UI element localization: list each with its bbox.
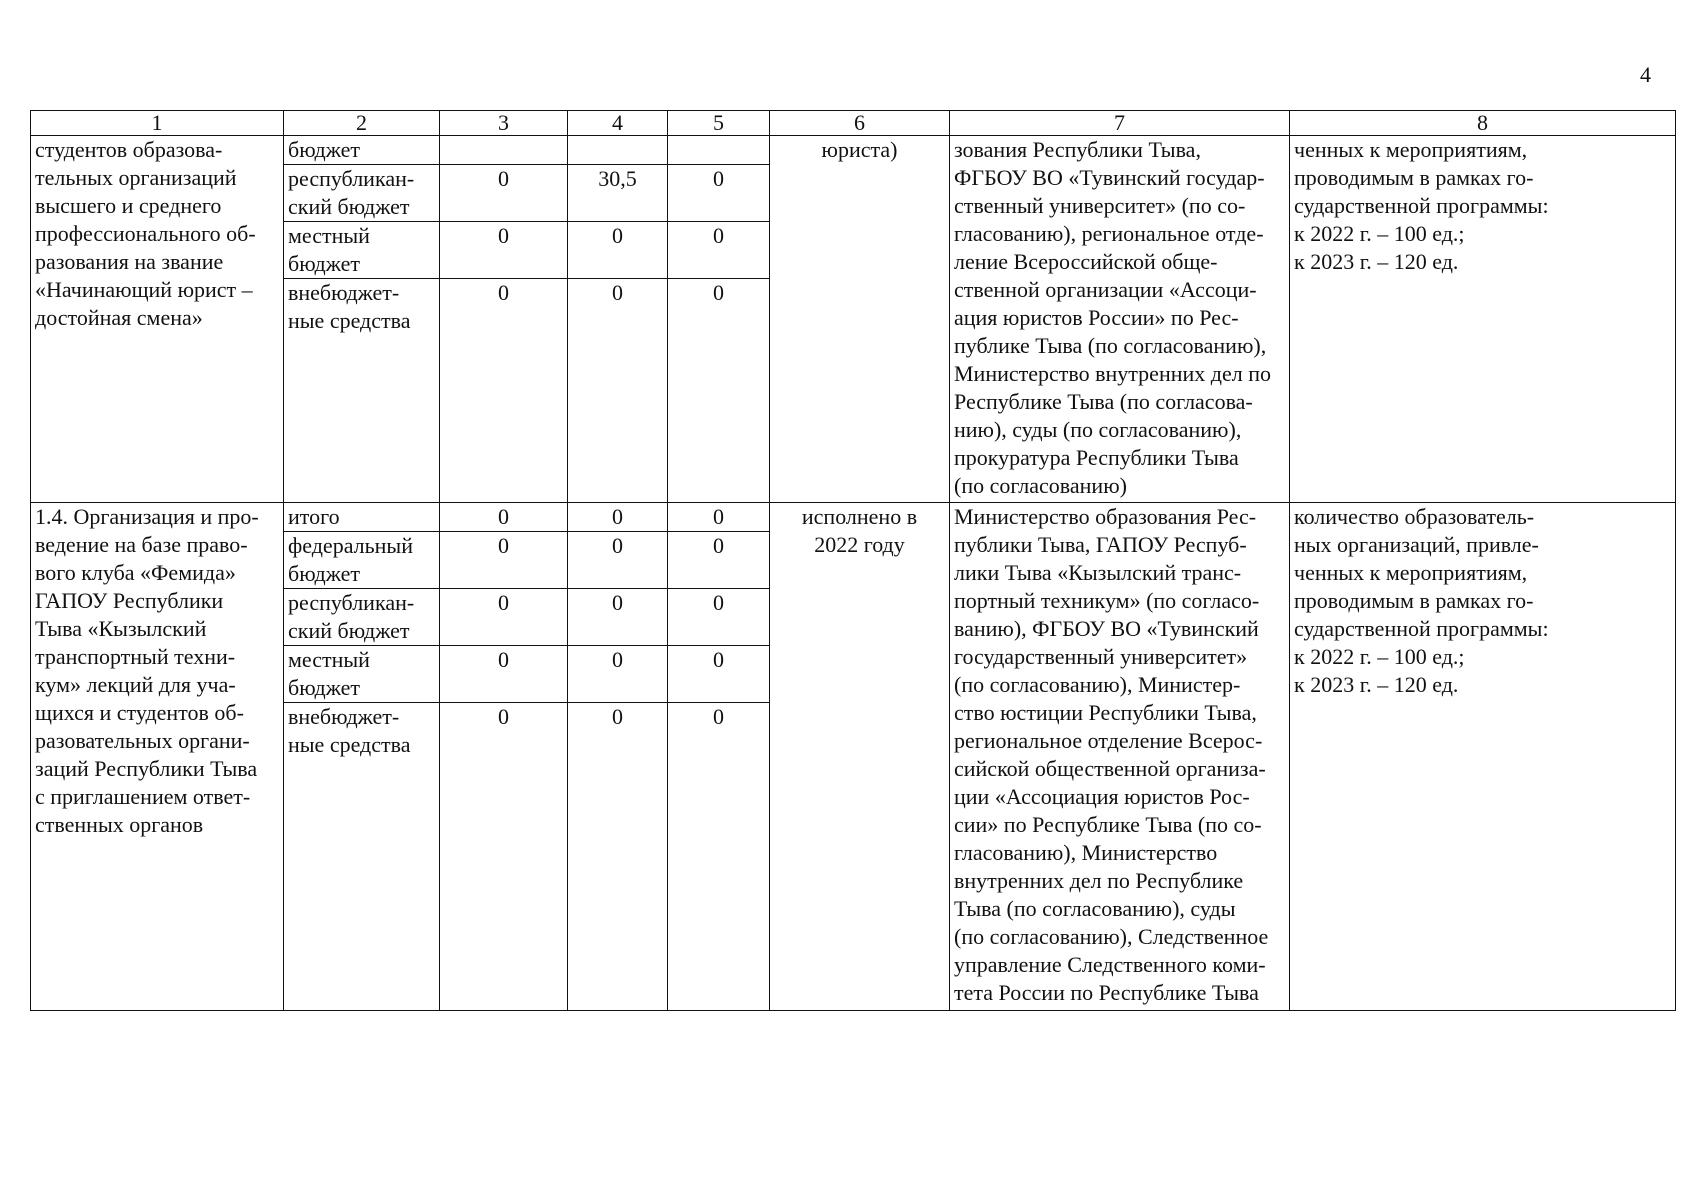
value-col-3: 0: [440, 222, 568, 279]
funding-source: внебюджет- ные средства: [284, 703, 440, 1011]
measure-description: студентов образова- тельных организаций высшего и среднего профессионального об- разования на звание «Начинающий юрист – достойная смена»: [31, 136, 284, 503]
header-col-5: 5: [668, 111, 770, 136]
value-col-3: 0: [440, 589, 568, 646]
value-col-3: 0: [440, 279, 568, 503]
value-col-5: 0: [668, 503, 770, 532]
program-table: [30, 110, 1676, 1011]
header-col-7: 7: [950, 111, 1290, 136]
funding-source: республикан- ский бюджет: [284, 589, 440, 646]
value-col-3: 0: [440, 503, 568, 532]
funding-source: итого: [284, 503, 440, 532]
status-cell: юриста): [770, 136, 950, 503]
expected-results: ченных к мероприятиям, проводимым в рамках го- сударственной программы: к 2022 г. – 100 ед.; к 2023 г. – 120 ед.: [1290, 136, 1676, 503]
funding-source: внебюджет- ные средства: [284, 279, 440, 503]
header-col-2: 2: [284, 111, 440, 136]
value-col-5: 0: [668, 279, 770, 503]
expected-results: количество образователь- ных организаций, привле- ченных к мероприятиям, проводимым в рамках го- сударственной программы: к 2022 г. – 100 ед.; к 2023 г. – 120 ед.: [1290, 503, 1676, 1011]
table-row: [31, 136, 1676, 165]
value-col-4: [568, 136, 668, 165]
value-col-5: 0: [668, 703, 770, 1011]
value-col-4: 0: [568, 222, 668, 279]
funding-source: федеральный бюджет: [284, 532, 440, 589]
measure-description: 1.4. Организация и про- ведение на базе право- вого клуба «Фемида» ГАПОУ Республики Тыва «Кызылский транспортный техни- кум» лекций для уча- щихся и студентов об- разовательных органи- заций Республики Тыва с приглашением ответ- ственных органов: [31, 503, 284, 1011]
funding-source: местный бюджет: [284, 646, 440, 703]
value-col-4: 30,5: [568, 165, 668, 222]
header-col-4: 4: [568, 111, 668, 136]
value-col-5: [668, 136, 770, 165]
value-col-5: 0: [668, 532, 770, 589]
responsible-executors: зования Республики Тыва, ФГБОУ ВО «Тувинский государ- ственный университет» (по со- гласованию), региональное отде- ление Всероссийской обще- ственной организации «Ассоци- ация юристов России» по Рес- публике Тыва (по согласованию), Министерство внутренних дел по Республике Тыва (по согласова- нию), суды (по согласованию), прокуратура Республики Тыва (по согласованию): [950, 136, 1290, 503]
value-col-3: 0: [440, 532, 568, 589]
header-col-6: 6: [770, 111, 950, 136]
value-col-4: 0: [568, 279, 668, 503]
value-col-4: 0: [568, 589, 668, 646]
value-col-4: 0: [568, 503, 668, 532]
table-row: [31, 503, 1676, 532]
header-col-8: 8: [1290, 111, 1676, 136]
value-col-3: 0: [440, 165, 568, 222]
funding-source: местный бюджет: [284, 222, 440, 279]
value-col-4: 0: [568, 646, 668, 703]
funding-source: республикан- ский бюджет: [284, 165, 440, 222]
responsible-executors: Министерство образования Рес- публики Тыва, ГАПОУ Респуб- лики Тыва «Кызылский транс- портный техникум» (по согласо- ванию), ФГБОУ ВО «Тувинский государственный университет» (по согласованию), Министер- ство юстиции Республики Тыва, региональное отделение Всерос- сийской общественной организа- ции «Ассоциация юристов Рос- сии» по Республике Тыва (по со- гласованию), Министерство внутренних дел по Республике Тыва (по согласованию), суды (по согласованию), Следственное управление Следственного коми- тета России по Республике Тыва: [950, 503, 1290, 1011]
value-col-3: 0: [440, 703, 568, 1011]
value-col-5: 0: [668, 222, 770, 279]
funding-source: бюджет: [284, 136, 440, 165]
value-col-5: 0: [668, 646, 770, 703]
value-col-4: 0: [568, 703, 668, 1011]
value-col-3: 0: [440, 646, 568, 703]
header-col-3: 3: [440, 111, 568, 136]
value-col-3: [440, 136, 568, 165]
header-row: [31, 111, 1676, 136]
value-col-5: 0: [668, 165, 770, 222]
page-number: 4: [1640, 62, 1651, 87]
header-col-1: 1: [31, 111, 284, 136]
status-cell: исполнено в 2022 году: [770, 503, 950, 1011]
value-col-5: 0: [668, 589, 770, 646]
value-col-4: 0: [568, 532, 668, 589]
